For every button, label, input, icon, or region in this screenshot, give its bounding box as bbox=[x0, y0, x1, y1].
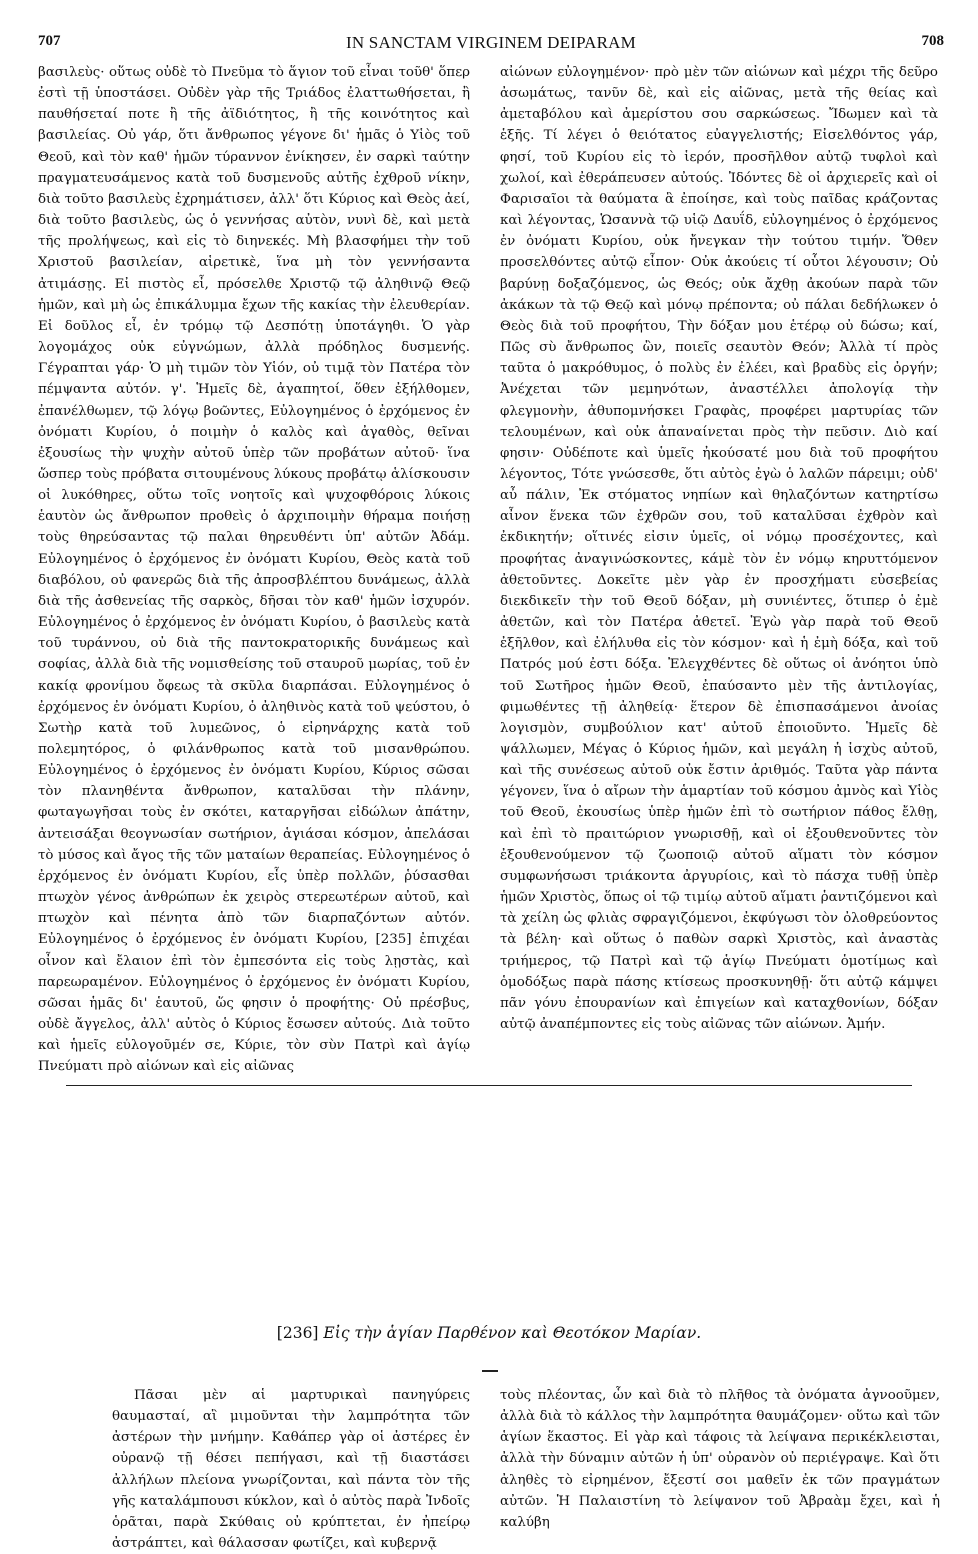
right-text-column bbox=[500, 62, 938, 1033]
heading-dash bbox=[482, 1370, 498, 1372]
right-column-text: αἰώνων εὐλογημένον· πρὸ μὲν τῶν αἰώνων καὶ μέχρι τῆς δεῦρο ἀσωμάτως, τανῦν δὲ, καὶ εἰς αἰῶνας, μετὰ τῆς θείας καὶ ἀμεταβόλου καὶ ἀμερίστου σου σαρκώσεως. Ἴδωμεν καὶ τὰ ἑξῆς. Τί λέγει ὁ θειότατος εὐαγγελιστής; Εἰσελθόντος γάρ, φησί, τοῦ Κυρίου εἰς τὸ ἱερόν, προσῆλθον αὐτῷ τυφλοὶ καὶ χωλοί, καὶ ἐθεράπευσεν αὐτούς. Ἰδόντες δὲ οἱ ἀρχιερεῖς καὶ οἱ Φαρισαῖοι τὰ θαύματα ἃ ἐποίησε, καὶ τοὺς παῖδας κράζοντας καὶ λέγοντας, Ὡσαννὰ τῷ υἱῷ Δαυΐδ, εὐλογημένος ὁ ἐρχόμενος ἐν ὀνόματι Κυρίου, οὐκ ἤνεγκαν τὴν τούτου τιμήν. Ὅθεν προσελθόντες αὐτῷ εἶπον· Οὐκ ἀκούεις τί οὗτοι λέγουσιν; Οὐ βαρύνῃ δοξαζόμενος, ὡς Θεός; οὐκ ἄχθῃ ἀκούων παρὰ τῶν ἀκάκων τὰ τῷ Θεῷ καὶ μόνῳ πρέποντα; οὐ πάλαι δεδήλωκεν ὁ Θεὸς διὰ τοῦ προφήτου, Τὴν δόξαν μου ἑτέρῳ οὐ δώσω; καί, Πῶς σὺ ἄνθρωπος ὢν, ποιεῖς σεαυτὸν Θεόν; Ἀλλὰ τί πρὸς ταῦτα ὁ μακρόθυμος, ὁ πολὺς ἐν ἐλέει, καὶ βραδὺς εἰς ὀργήν; Ἀνέχεται τῶν μεμηνότων, ἀναστέλλει ἀπολογίᾳ τὴν φλεγμονὴν, ἀθυπομνήσκει Γραφὰς, προφέρει μαρτυρίας τῶν τελουμένων, καὶ οὐκ ἀπαναίνεται πρὸς τὴν πεῦσιν. Διὸ καί φησιν· Οὐδέποτε καὶ ὑμεῖς ἠκούσατέ μου διὰ τοῦ προφήτου λέγοντος, Τότε γνώσεσθε, ὅτι αὐτὸς ἐγὼ ὁ λαλῶν πάρειμι; οὐδ' αὖ πάλιν, Ἐκ στόματος νηπίων καὶ θηλαζόντων κατηρτίσω αἶνον ἕνεκα τῶν ἐχθρῶν σου, τοῦ καταλῦσαι ἐχθρὸν καὶ ἐκδικητήν; οἵτινές εἰσιν ὑμεῖς, οἱ νόμῳ προσέχοντες, καὶ προφήτας ἀναγινώσκοντες, κάμὲ τὸν ἐν νόμῳ κηρυττόμενον ἀθετοῦντες. Δοκεῖτε μὲν γὰρ ἐν προσχήματι εὐσεβείας διεκδικεῖν τὴν τοῦ Θεοῦ δόξαν, μὴ συνιέντες, ὅτιπερ ὁ ἐμὲ ἀθετῶν, καὶ τὸν Πατέρα ἀθετεῖ. Ἐγὼ γὰρ παρὰ τοῦ Θεοῦ ἐξῆλθον, καὶ ἐλήλυθα εἰς τὸν κόσμον· καὶ ἡ ἐμὴ δόξα, καὶ τοῦ Πατρός μού ἐστι δόξα. Ἐλεγχθέντες δὲ οὕτως οἱ ἀνόητοι ὑπὸ τοῦ Σωτῆρος ἡμῶν Θεοῦ, ἐπαύσαντο μὲν τῆς ἀντιλογίας, φιμωθέντες τῇ ἀληθείᾳ· ἕτερον δὲ ἐπισπασάμενοι ἀνοίας λογισμὸν, συμβούλιον κατ' αὐτοῦ ἐποιοῦντο. Ἡμεῖς δὲ ψάλλωμεν, Μέγας ὁ Κύριος ἡμῶν, καὶ μεγάλη ἡ ἰσχὺς αὐτοῦ, καὶ τῆς συνέσεως αὐτοῦ οὐκ ἔστιν ἀριθμός. Ταῦτα γὰρ πάντα γέγονεν, ἵνα ὁ αἴρων τὴν ἁμαρτίαν τοῦ κόσμου ἀμνὸς καὶ Υἱὸς τοῦ Θεοῦ, ἐκουσίως ὑπὲρ ἡμῶν ἐπὶ τὸ σωτήριον πάθος ἔλθῃ, καὶ ἐπὶ τὸ πραιτώριον γνωρισθῇ, καὶ οἱ ἐξουθενοῦντες τὸν ἐξουθενούμενον τῷ ζωοποιῷ αὐτοῦ αἵματι τὸν κόσμον συμφωνήσωσι τριάκοντα ἀργυρίοις, καὶ τὸ πάσχα τυθῇ ὑπὲρ ἡμῶν Χριστὸς, ὅπως οἱ τῷ τιμίῳ αὐτοῦ αἵματι ῥαντιζόμενοι καὶ τὰ χείλη ὡς φλιὰς σφραγιζόμενοι, ἐκφύγωσι τὸν ὀλοθρεύοντος τὰ βέλη· καὶ οὕτως ὁ παθὼν σαρκὶ Χριστὸς, καὶ ἀναστὰς τριήμερος, τῷ Πατρὶ καὶ τῷ ἁγίῳ Πνεύματι ὁμοτίμως καὶ ὁμοδόξως παρὰ πάσης κτίσεως προσκυνηθῇ· ὅτι αὐτῷ κάμψει πᾶν γόνυ ἐπουρανίων καὶ ἐπιγείων καὶ καταχθονίων, δόξαν αὐτῷ ἀναπέμποντες εἰς τοὺς αἰῶνας τῶν αἰώνων. Ἀμήν. bbox=[500, 65, 938, 1033]
section-number: [236] bbox=[276, 1324, 319, 1342]
section-divider-rule bbox=[66, 1085, 912, 1086]
page-header bbox=[38, 33, 944, 59]
bottom-right-column bbox=[500, 1385, 940, 1535]
page-number-left: 707 bbox=[38, 33, 61, 49]
left-text-column bbox=[38, 62, 470, 1092]
section-heading bbox=[0, 1324, 978, 1342]
left-column-text: βασιλεὺς· οὕτως οὐδὲ τὸ Πνεῦμα τὸ ἅγιον τοῦ εἶναι τοῦθ' ὅπερ ἐστὶ τῇ ὑποστάσει. Οὐδὲν γὰρ τῆς Τριάδος ἐλαττωθήσεται, ἢ παυθήσεταί ποτε ἢ τῆς ἀϊδιότητος, ἢ τῆς κοινότητος καὶ βασιλείας. Οὐ γάρ, ὅτι ἄνθρωπος γέγονε δι' ἡμᾶς ὁ Υἱὸς τοῦ Θεοῦ, καὶ τὸν καθ' ἡμῶν τύραννον ἐνίκησεν, ἐν σαρκὶ ταύτην πραγματευσάμενος κατὰ τοῦ δυσμενοῦς αὐτῆς ἐχθροῦ νίκην, διὰ τοῦτο βασιλεὺς ἐχρημάτισεν, ἀλλ' ὅτι Κύριος καὶ Θεὸς ἀεί, διὰ τοῦτο βασιλεὺς, ὡς ὁ γεννήσας αὐτὸν, νυνὶ δὲ, καὶ μετὰ τῆς προλήψεως, καὶ εἰς τὸ διηνεκές. Μὴ βλασφήμει τὴν τοῦ Χριστοῦ βασιλείαν, αἱρετικὲ, ἵνα μὴ τὸν γεννήσαντα ἀτιμάσῃς. Εἰ πιστὸς εἶ, πρόσελθε Χριστῷ τῷ ἀληθινῷ Θεῷ ἡμῶν, καὶ μὴ ὡς ἐπικάλυμμα ἔχων τῆς κακίας τὴν ἐλευθερίαν. Εἰ δοῦλος εἶ, ἐν τρόμῳ τῷ Δεσπότῃ ὑποτάγηθι. Ὁ γὰρ λογομάχος οὐκ εὐγνώμων, ἀλλὰ πρόδηλος δυσμενής. Γέγραπται γάρ· Ὁ μὴ τιμῶν τὸν Υἱόν, οὐ τιμᾷ τὸν Πατέρα τὸν πέμψαντα αὐτόν. γ'. Ἡμεῖς δὲ, ἀγαπητοί, ὅθεν ἐξήλθομεν, ἐπανέλθωμεν, τῷ λόγῳ βοῶντες, Εὐλογημένος ὁ ἐρχόμενος ἐν ὀνόματι Κυρίου, ὁ ποιμὴν ὁ καλὸς καὶ ἀγαθὸς, θεῖναι ἐξουσίως τὴν ψυχὴν αὐτοῦ ὑπὲρ τῶν προβάτων αὐτοῦ· ἵνα ὥσπερ τοὺς πρόβατα σιτουμένους λύκους προβάτῳ ἁλίσκουσιν οἱ λυκόθηρες, οὕτω τοῖς νοητοῖς καὶ ψυχοφθόροις λύκοις ἑαυτὸν ὡς ἄνθρωπον προθεὶς ὁ ἀρχιποιμὴν θήραμα ποιήσῃ τοὺς θηρεύσαντας τῷ παλαι θηρευθέντι ὑπ' αὐτῶν Ἀδάμ. Εὐλογημένος ὁ ἐρχόμενος ἐν ὀνόματι Κυρίου, Θεὸς κατὰ τοῦ διαβόλου, οὐ φανερῶς διὰ τῆς ἀπροσβλέπτου δυνάμεως, ἀλλὰ διὰ τῆς ἀσθενείας τῆς σαρκὸς, δῆσαι τὸν καθ' ἡμῶν ἰσχυρόν. Εὐλογημένος ὁ ἐρχόμενος ἐν ὀνόματι Κυρίου, ὁ βασιλεὺς κατὰ τοῦ τυράννου, οὐ διὰ τῆς παντοκρατορικῆς δυνάμεως καὶ σοφίας, ἀλλὰ διὰ τῆς νομισθείσης τοῦ σταυροῦ μωρίας, τοῦ ἐν κακίᾳ φρονίμου ὄφεως τὰ σκῦλα διαρπάσαι. Εὐλογημένος ὁ ἐρχόμενος ἐν ὀνόματι Κυρίου, ὁ ἀληθινὸς κατὰ τοῦ ψεύστου, ὁ Σωτὴρ κατὰ τοῦ λυμεῶνος, ὁ εἰρηνάρχης κατὰ τοῦ πολεμητόρος, ὁ φιλάνθρωπος κατὰ τοῦ μισανθρώπου. Εὐλογημένος ὁ ἐρχόμενος ἐν ὀνόματι Κυρίου, Κύριος σῶσαι τὸν πλανηθέντα ἄνθρωπον, καταλῦσαι τὴν πλάνην, φωταγωγῆσαι τοὺς ἐν σκότει, καταργῆσαι εἰδώλων ἀπάτην, ἀντεισάξαι θεογνωσίαν σωτήριον, ἁγιάσαι κόσμον, ἀπελάσαι τὸ μύσος καὶ ἄγος τῆς τῶν ματαίων θεραπείας. Εὐλογημένος ὁ ἐρχόμενος ἐν ὀνόματι Κυρίου, εἷς ὑπὲρ πολλῶν, ῥύσασθαι πτωχὸν γένος ἀνθρώπων ἐκ χειρὸς στερεωτέρων αὐτοῦ, καὶ πτωχὸν καὶ πένητα ἀπὸ τῶν διαρπαζόντων αὐτόν. Εὐλογημένος ὁ ἐρχόμενος ἐν ὀνόματι Κυρίου, [235] ἐπιχέαι οἶνον καὶ ἔλαιον ἐπὶ τὸν ἐμπεσόντα εἰς τοὺς λῃστὰς, καὶ παρεωραμένον. Εὐλογημένος ὁ ἐρχόμενος ἐν ὀνόματι Κυρίου, σῶσαι ἡμᾶς δι' ἑαυτοῦ, ὥς φησιν ὁ προφήτης· Οὐ πρέσβυς, οὐδὲ ἄγγελος, ἀλλ' αὐτὸς ὁ Κύριος ἔσωσεν αὐτούς. Διὰ τοῦτο καὶ ἡμεῖς εὐλογοῦμέν σε, Κύριε, τὸν σὺν Πατρὶ καὶ ἁγίῳ Πνεύματι πρὸ αἰώνων καὶ εἰς αἰῶνας bbox=[38, 65, 470, 1075]
section-heading-text: Εἰς τὴν ἁγίαν Παρθένον καὶ Θεοτόκον Μαρίαν. bbox=[323, 1324, 702, 1342]
page-number-right: 708 bbox=[921, 33, 944, 49]
bottom-left-column bbox=[112, 1385, 470, 1552]
bottom-right-text: τοὺς πλέοντας, ὧν καὶ διὰ τὸ πλῆθος τὰ ὀνόματα ἀγνοοῦμεν, ἀλλὰ διὰ τὸ κάλλος τὴν λαμπρότητα θαυμάζομεν· οὕτω καὶ τῶν ἁγίων ἕκαστος. Εἰ γὰρ καὶ τάφοις τὰ λείψανα περικέκλεισται, ἀλλὰ τὴν δύναμιν αὐτῶν ἡ ὑπ' οὐρανὸν οὐ περιέγραψε. Καὶ ὅτι ἀληθὲς τὸ εἰρημένον, ἔξεστί σοι μαθεῖν ἐκ τῶν πραγμάτων αὐτῶν. Ἡ Παλαιστίνη τὸ λείψανον τοῦ Ἀβραὰμ ἔχει, καὶ ἡ καλύβη bbox=[500, 1388, 940, 1530]
bottom-left-text: Πᾶσαι μὲν αἱ μαρτυρικαὶ πανηγύρεις θαυμασταί, αἳ μιμοῦνται τὴν λαμπρότητα τῶν ἀστέρων τὴν μνήμην. Καθάπερ γὰρ οἱ ἀστέρες ἐν οὐρανῷ τῇ θέσει πεπήγασι, καὶ τῇ διαστάσει ἀλλήλων πλείονα γνωρίζονται, καὶ πάντα τὸν τῆς γῆς καταλάμπουσι κύκλον, καὶ ὁ αὐτὸς παρὰ Ἰνδοῖς ὁρᾶται, παρὰ Σκύθαις οὐ κρύπτεται, ἐν ἠπείρῳ ἀστράπτει, καὶ θάλασσαν φωτίζει, καὶ κυβερνᾷ bbox=[112, 1388, 470, 1552]
running-title: IN SANCTAM VIRGINEM DEIPARAM bbox=[346, 33, 636, 52]
